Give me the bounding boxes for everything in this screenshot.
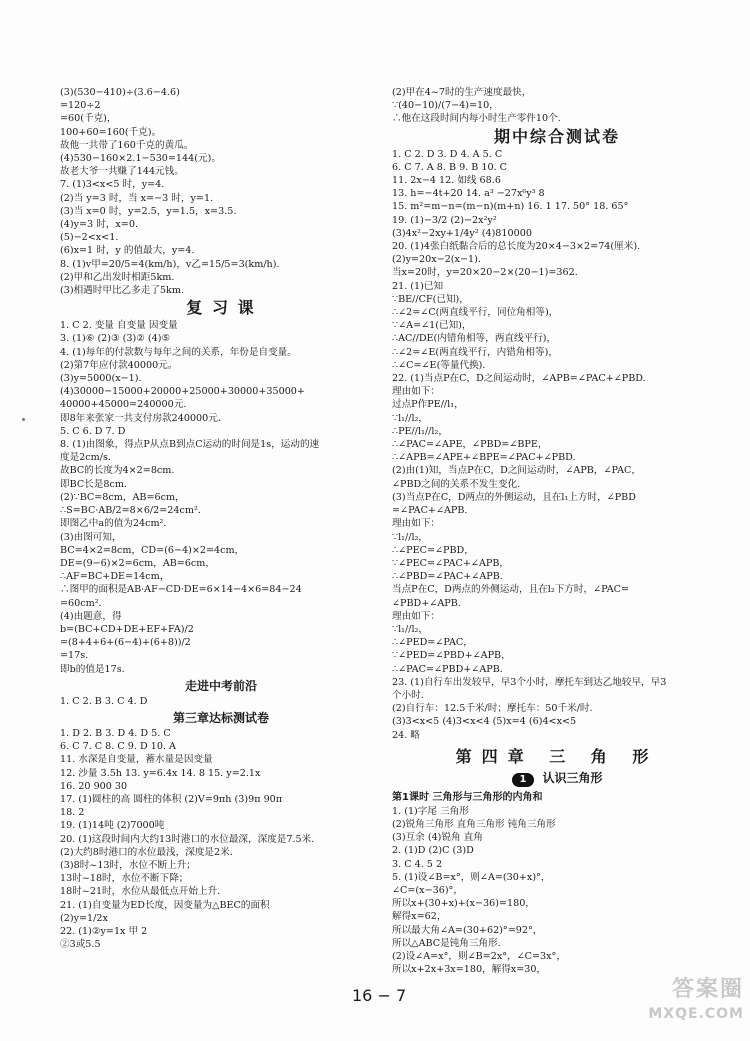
answer-line: 4. (1)每年的付款数与每年之间的关系，年份是自变量。 <box>60 346 297 358</box>
answer-line: 5. C 6. D 7. D <box>60 425 126 437</box>
answer-line: 过点P作PE//l₁， <box>392 399 464 411</box>
answer-line: ∴∠PED=∠PAC， <box>392 637 473 649</box>
section-heading <box>392 772 722 787</box>
answer-line: (3)相遇时甲比乙多走了5km. <box>60 285 184 297</box>
answer-line: ②3或5.5 <box>60 939 101 951</box>
answer-line: 所以最大角∠A=(30+62)°=92°， <box>392 924 543 936</box>
answer-line: ∴∠PAC=∠APE，∠PBD=∠BPE， <box>392 439 548 451</box>
answer-line: 13时~18时，水位不断下降； <box>60 873 189 885</box>
answer-line: 所以x+(30+x)+(x−36)=180， <box>392 898 535 910</box>
answer-line: (5)−2<x<1. <box>60 232 119 244</box>
answer-line: 度是2cm/s. <box>60 452 111 464</box>
answer-line: 理由如下： <box>392 518 440 530</box>
answer-line: (3)8时~13时，水位不断上升； <box>60 859 196 871</box>
lesson-title: 第1课时 三角形与三角形的内角和 <box>392 791 543 803</box>
answer-line: 即8年来张家一共支付房款240000元. <box>60 412 221 424</box>
answer-line: 11. 水深是自变量，蓄水量是因变量 <box>60 754 213 766</box>
answer-line: (2)∵BC=8cm，AB=6cm， <box>60 491 185 503</box>
answer-line: 1. C 2. D 3. D 4. A 5. C <box>392 148 503 160</box>
answer-line: 3. C 4. 5 2 <box>392 858 443 870</box>
answer-line: (2)第7年应付款40000元。 <box>60 359 178 371</box>
answer-line: (2)锐角三角形 直角三角形 钝角三角形 <box>392 818 556 830</box>
answer-line: =(8+4+6+(6−4)+(6+8))/2 <box>60 637 191 649</box>
answer-line: 40000+45000=240000元. <box>60 399 187 411</box>
answer-line: (2)y=20x−2(x−1). <box>392 254 481 266</box>
answer-line: 6. C 7. A 8. B 9. B 10. C <box>392 161 508 173</box>
answer-line: 6. C 7. C 8. C 9. D 10. A <box>60 741 176 753</box>
answer-line: ∠PBD+∠APB. <box>392 597 461 609</box>
answer-line: BC=4×2=8cm，CD=(6−4)×2=4cm， <box>60 544 245 556</box>
answer-line: 即BC长是8cm. <box>60 478 127 490</box>
answer-line: 所以x+2x+3x=180，解得x=30， <box>392 964 547 976</box>
answer-line: ∵BE//CF(已知)， <box>392 293 469 305</box>
answer-line: ∴∠PAC=∠PBD+∠APB. <box>392 663 503 675</box>
answer-line: =120÷2 <box>60 100 101 112</box>
answer-line: 故BC的长度为4×2=8cm. <box>60 465 175 477</box>
answer-line: 17. (1)圆柱的高 圆柱的体积 (2)V=9πh (3)9π 90π <box>60 793 283 805</box>
answer-line: =60cm². <box>60 597 102 609</box>
answer-line: 22. (1)②y=1x 甲 2 <box>60 925 148 937</box>
answer-line: 23. (1)自行车出发较早，早3个小时，摩托车到达乙地较早，早3 <box>392 676 667 688</box>
answer-line: ∵∠PEC=∠PAC+∠APB， <box>392 557 509 569</box>
answer-line: ∴S=BC·AB/2=8×6/2=24cm². <box>60 505 201 517</box>
answer-line: (3)当 x=0 时，y=2.5，y=1.5，x=3.5. <box>60 205 237 217</box>
answer-line: 8. (1)由图象，得点P从点B到点C运动的时间是1s，运动的速 <box>60 439 320 451</box>
answer-line: 20. (1)这段时间内大约13时港口的水位最深，深度是7.5米. <box>60 833 315 845</box>
answer-line: 个小时. <box>392 689 424 701</box>
answer-line: 18. 2 <box>60 807 85 819</box>
answer-line: 24. 略 <box>392 729 420 741</box>
answer-line: (2)设∠A=x°，则∠B=2x°，∠C=3x°， <box>392 950 566 962</box>
section-title: 走进中考前沿 <box>184 678 257 693</box>
answer-line: (2)当 y=3 时，当 x=−3 时，y=1. <box>60 192 214 204</box>
answer-line: ∵l₁//l₂， <box>392 412 428 424</box>
answer-line: ∴图甲的面积是AB·AF−CD·DE=6×14−4×6=84−24 <box>60 584 302 596</box>
scan-speck <box>22 418 25 421</box>
answer-line: ∵(40−10)/(7−4)=10， <box>392 100 499 112</box>
answer-line: ∴PE//l₁//l₂， <box>392 425 448 437</box>
answer-line: 1. C 2. B 3. C 4. D <box>60 695 148 707</box>
answer-line: =17s. <box>60 650 89 662</box>
answer-line: 1. C 2. 变量 自变量 因变量 <box>60 320 178 332</box>
answer-line: 19. (1)14吨 (2)7000吨 <box>60 820 165 832</box>
answer-line: ∴∠PBD=∠PAC+∠APB. <box>392 571 503 583</box>
watermark-url: MXQE.COM <box>648 1006 744 1022</box>
answer-line: ∴∠2=∠C(两直线平行，同位角相等)， <box>392 307 559 319</box>
answer-line: (2)甲和乙出发时相距5km. <box>60 271 175 283</box>
answer-line: 21. (1)已知 <box>392 280 444 292</box>
section-title: 第三章达标测试卷 <box>172 710 269 725</box>
answer-line: 21. (1)自变量为ED长度，因变量为△BEC的面积 <box>60 899 270 911</box>
answer-line: (4)y=3 时，x=0. <box>60 219 138 231</box>
answer-line: 2. (1)D (2)C (3)D <box>392 845 474 857</box>
answer-line: DE=(9−6)×2=6cm，AB=6cm， <box>60 557 215 569</box>
answer-line: 11. 2x−4 12. 如线 68.6 <box>392 175 501 187</box>
answer-line: 1. D 2. B 3. D 4. D 5. C <box>60 727 171 739</box>
answer-line: 即b的值是17s. <box>60 663 125 675</box>
section-title: 认识三角形 <box>542 770 603 785</box>
left-column <box>60 86 382 951</box>
answer-line: 当x=20时，y=20×20−2×(20−1)=362. <box>392 267 578 279</box>
answer-line: 19. (1)−3/2 (2)−2x²y² <box>392 214 497 226</box>
answer-line: 100+60=160(千克)。 <box>60 126 162 138</box>
chapter-title: 第四章 三 角 形 <box>455 746 659 766</box>
answer-line: 理由如下： <box>392 610 440 622</box>
answer-line: ∴∠APB=∠APE+∠BPE=∠PAC+∠PBD. <box>392 452 576 464</box>
answer-line: ∴AC//DE(内错角相等，两直线平行)， <box>392 333 557 345</box>
answer-line: (4)由题意，得 <box>60 610 122 622</box>
answer-line: 理由如下： <box>392 386 440 398</box>
answer-line: (2)大约8时港口的水位最浅，深度是2米. <box>60 846 233 858</box>
answer-line: ∵∠A=∠1(已知)， <box>392 320 472 332</box>
answer-line: ∴他在这段时间内每小时生产零件10个. <box>392 113 561 125</box>
answer-line: 7. (1)3<x<5 时，y=4. <box>60 179 165 191</box>
answer-line: ∠C=(x−36)°， <box>392 884 463 896</box>
answer-line: (3)y=5000(x−1). <box>60 373 142 385</box>
answer-line: 12. 沙量 3.5h 13. y=6.4x 14. 8 15. y=2.1x <box>60 767 261 779</box>
section-title: 期中综合测试卷 <box>493 126 620 146</box>
section-title: 复 习 课 <box>186 298 256 318</box>
page-number: 16 − 7 <box>352 986 407 1005</box>
answer-line: 故老大爷一共赚了144元钱。 <box>60 166 184 178</box>
answer-line: ∴∠C=∠E(等量代换). <box>392 359 486 371</box>
answer-line: 故他一共带了160千克的黄瓜。 <box>60 139 194 151</box>
answer-line: (3)由图可知， <box>60 531 122 543</box>
answer-line: (3)当点P在C，D两点的外侧运动，且在l₁上方时，∠PBD <box>392 491 636 503</box>
answer-line: b=(BC+CD+DE+EF+FA)/2 <box>60 623 194 635</box>
answer-line: ∵l₁//l₂， <box>392 623 428 635</box>
answer-line: 20. (1)4张白纸黏合后的总长度为20×4−3×2=74(厘米). <box>392 241 641 253</box>
answer-line: 22. (1)当点P在C，D之间运动时，∠APB=∠PAC+∠PBD. <box>392 373 646 385</box>
answer-line: 8. (1)v甲=20/5=4(km/h)，v乙=15/5=3(km/h). <box>60 258 280 270</box>
answer-line: (6)x=1 时，y 的值最大，y=4. <box>60 245 195 257</box>
answer-line: (3)(530−410)÷(3.6−4.6) <box>60 87 180 98</box>
answer-line: 15. m²=m−n=(m−n)(m+n) 16. 1 17. 50° 18. 65° <box>392 201 629 213</box>
answer-line: 5. (1)设∠B=x°，则∠A=(30+x)°， <box>392 871 551 883</box>
right-column <box>392 86 722 976</box>
answer-line: (2)y=1/2x <box>60 912 108 924</box>
section-number-badge: 1 <box>512 773 535 787</box>
answer-line: ∴∠PEC=∠PBD， <box>392 544 474 556</box>
answer-line: (2)自行车：12.5千米/时；摩托车：50千米/时. <box>392 703 593 715</box>
answer-line: (2)甲在4~7时的生产速度最快， <box>392 87 532 98</box>
answer-line: (2)由(1)知，当点P在C，D之间运动时，∠APB，∠PAC， <box>392 465 641 477</box>
answer-line: 1. (1)字尾 三角形 <box>392 805 469 817</box>
answer-line: ∴∠2=∠E(两直线平行，内错角相等)， <box>392 346 558 358</box>
answer-line: (4)530−160×2.1−530=144(元)。 <box>60 153 221 165</box>
answer-line: (3)4x²−2xy+1/4y² (4)810000 <box>392 227 532 239</box>
answer-line: 当点P在C，D两点的外侧运动，且在l₂下方时，∠PAC= <box>392 584 630 596</box>
answer-line: =60(千克)， <box>60 113 117 125</box>
answer-line: 即图乙中a的值为24cm². <box>60 518 167 530</box>
answer-line: ∠PBD之间的关系不发生变化. <box>392 478 521 490</box>
watermark-main: 答案圈 <box>671 977 744 1002</box>
answer-line: 3. (1)⑥ (2)③ (3)② (4)⑤ <box>60 333 171 345</box>
answer-line: 13. h=−4t+20 14. a³ −27x⁶y³ 8 <box>392 188 545 200</box>
answer-line: ∵∠PED=∠PBD+∠APB， <box>392 650 511 662</box>
answer-line: 16. 20 900 30 <box>60 780 128 792</box>
watermark-logo <box>612 976 744 1038</box>
answer-line: =∠PAC+∠APB. <box>392 505 468 517</box>
answer-line: ∴AF=BC+DE=14cm， <box>60 571 170 583</box>
answer-line: 解得x=62， <box>392 911 447 923</box>
answer-line: ∵l₁//l₂， <box>392 531 428 543</box>
answer-line: (3)互余 (4)锐角 直角 <box>392 832 483 844</box>
answer-line: 18时~21时，水位从最低点开始上升. <box>60 886 221 898</box>
answer-line: 所以△ABC是钝角三角形. <box>392 937 501 949</box>
answer-line: (4)30000−15000+20000+25000+30000+35000+ <box>60 386 305 398</box>
answer-line: (3)3<x<5 (4)3<x<4 (5)x=4 (6)4<x<5 <box>392 716 577 728</box>
